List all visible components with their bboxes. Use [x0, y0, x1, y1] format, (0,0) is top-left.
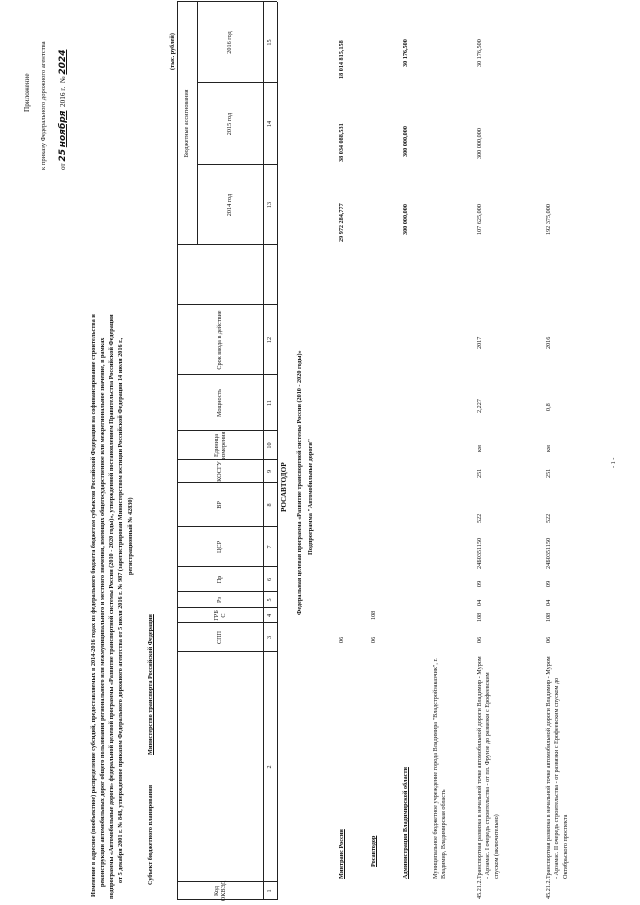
row-2016: 30 176,500: [476, 39, 483, 67]
col-number: 7: [266, 545, 274, 549]
row-name: Минтранс России: [338, 829, 345, 879]
row-unit: км: [545, 445, 552, 452]
page-number: - 1 -: [610, 457, 617, 468]
row-rz: 04: [476, 599, 483, 606]
row-code: 45.21.2.: [476, 878, 483, 899]
col-number: 13: [266, 201, 274, 209]
row-code: 45.21.2.: [545, 878, 552, 899]
row-power: 2,227: [476, 399, 483, 413]
heading-line-2: реконструкции автомобильных дорог общего пользования регионального или межмуниципального и местного значения, имеющих общегосударственное или межрегиональное значение, в рамках: [99, 337, 106, 887]
row-name: Транспортная развязка в начальной точке автомобильной дороги Владимир - Муром - Арзамас. II очередь строительства - от развязки с Ерофеевским спуском до Октябрьского проспекта: [545, 656, 569, 879]
row-term: 2016: [545, 336, 552, 349]
row-spp: 06: [338, 636, 345, 643]
col-number: 3: [266, 635, 274, 640]
header-2014: 2014 год: [226, 193, 234, 217]
row-name: Администрация Владимирской области: [402, 767, 409, 879]
row-spp: 06: [370, 636, 377, 643]
col-number: 8: [266, 503, 274, 507]
row-spp: 06: [476, 636, 483, 643]
row-2014: 192 375,000: [545, 204, 552, 235]
row-2015: 300 000,000: [476, 128, 483, 159]
header-grbs: ГРБ С: [212, 610, 227, 621]
col-number: 15: [266, 39, 274, 46]
date-year: 2016 г.: [59, 86, 67, 107]
row-csr: 24Б0351150: [545, 537, 552, 569]
row-spp: 06: [545, 636, 552, 643]
col-number: 12: [266, 336, 274, 344]
rosavtodor-heading: РОСАВТОДОР: [280, 462, 288, 512]
appendix-title: Приложение: [23, 73, 31, 112]
row-term: 2017: [476, 336, 483, 349]
header-vr: ВР: [216, 501, 224, 509]
row-vr: 522: [545, 513, 552, 523]
header-okved: Код ОКВЭД: [212, 880, 227, 902]
row-2015: 300 000,000: [402, 126, 409, 157]
header-unit: Единица измерения: [212, 431, 227, 460]
row-kosgu: 251: [476, 468, 483, 478]
row-2016: 30 176,500: [402, 39, 409, 67]
date-prefix: от: [59, 163, 67, 170]
heading-line-4: от 5 декабря 2001 г. № 848, утвержденное приказом Федерального дорожного агентства от 5 июля 2016 г. № 987 (зарегистрирован Министерством юстиции Российской Федерации 14 июля 2016 г.,: [117, 337, 124, 883]
header-pr: Пр: [216, 575, 224, 584]
header-power: Мощность: [216, 388, 224, 418]
row-kosgu: 251: [545, 468, 552, 478]
col-number: 2: [266, 765, 274, 769]
heading-line-3: подпрограммы «Автомобильные дороги» федеральной целевой программы «Развитие транспортной системы России (2010 - 2020 годы)», утвержденной постановлением Правительства Российской Федерации: [108, 314, 115, 899]
row-rz: 04: [545, 599, 552, 606]
appendix-subtitle: к приказу Федерального дорожного агентства: [40, 41, 47, 170]
col-number: 1: [266, 889, 274, 893]
row-grbs: 108: [545, 612, 552, 622]
row-name: Муниципальное бюджетное учреждение города Владимира "Владстройзаказчик", г. Владимир, Владимирская область: [432, 658, 448, 879]
col-number: 5: [266, 598, 274, 602]
col-number: 10: [266, 442, 274, 449]
row-2015: 38 034 088,531: [338, 123, 345, 162]
col-number: 9: [266, 469, 274, 474]
row-power: 0,8: [545, 403, 552, 411]
header-csr: ЦСР: [216, 540, 224, 554]
row-vr: 522: [476, 513, 483, 523]
order-number: 2024: [58, 49, 68, 75]
date-day: 25: [58, 149, 68, 162]
header-2016: 2016 год: [226, 31, 234, 54]
subject-value: Министерство транспорта Российской Федерации: [147, 614, 154, 755]
header-budget: Бюджетные ассигнования: [183, 89, 191, 158]
header-term: Срок ввода в действие: [216, 310, 224, 370]
col-number: 6: [266, 577, 274, 582]
row-name: Росавтодор: [370, 835, 377, 867]
heading-line-1: Изменение в адресное (пообъектное) распределение субсидий, предоставляемых в 2014-2016 годах из федерального бюджета бюджетам субъектов Российской Федерации на софинансирование строительства и: [90, 314, 97, 897]
number-prefix: №: [59, 76, 67, 84]
row-unit: км: [476, 445, 483, 452]
row-2014: 107 625,000: [476, 204, 483, 235]
row-name: Транспортная развязка в начальной точке автомобильной дороги Владимир - Муром - Арзамас. I очередь строительства - от пл. Фрунзе до развязки с Ерофеевским спуском (включительно): [476, 656, 500, 879]
subprogram-heading: Подпрограмма "Автомобильные дороги": [307, 438, 314, 555]
row-2016: 18 014 815,158: [338, 40, 345, 79]
header-spp: СПП: [216, 630, 224, 645]
row-grbs: 108: [476, 612, 483, 622]
row-2014: 300 000,000: [402, 204, 409, 235]
row-pr: 09: [545, 580, 552, 587]
col-number: 4: [266, 613, 274, 618]
header-blank: [177, 652, 263, 882]
col-number: 11: [266, 400, 274, 406]
row-2014: 29 972 284,777: [338, 203, 345, 242]
row-csr: 24Б0351150: [476, 537, 483, 569]
subject-label: Субъект бюджетного планирования: [147, 784, 154, 885]
appendix-date: [58, 50, 68, 170]
row-grbs: 108: [370, 610, 377, 620]
header-rz: Рз: [216, 597, 224, 603]
row-pr: 09: [476, 580, 483, 587]
date-month: ноября: [58, 110, 68, 148]
header-kosgu: КОСГУ: [216, 461, 224, 482]
header-2015: 2015 год: [226, 112, 234, 136]
col-number: 14: [266, 120, 274, 128]
program-heading: Федеральная целевая программа «Развитие транспортной системы России (2010 - 2020 годы)»: [296, 350, 303, 615]
units-label: (тыс. рублей): [169, 33, 176, 70]
heading-line-5: регистрационный № 42830): [127, 497, 134, 575]
